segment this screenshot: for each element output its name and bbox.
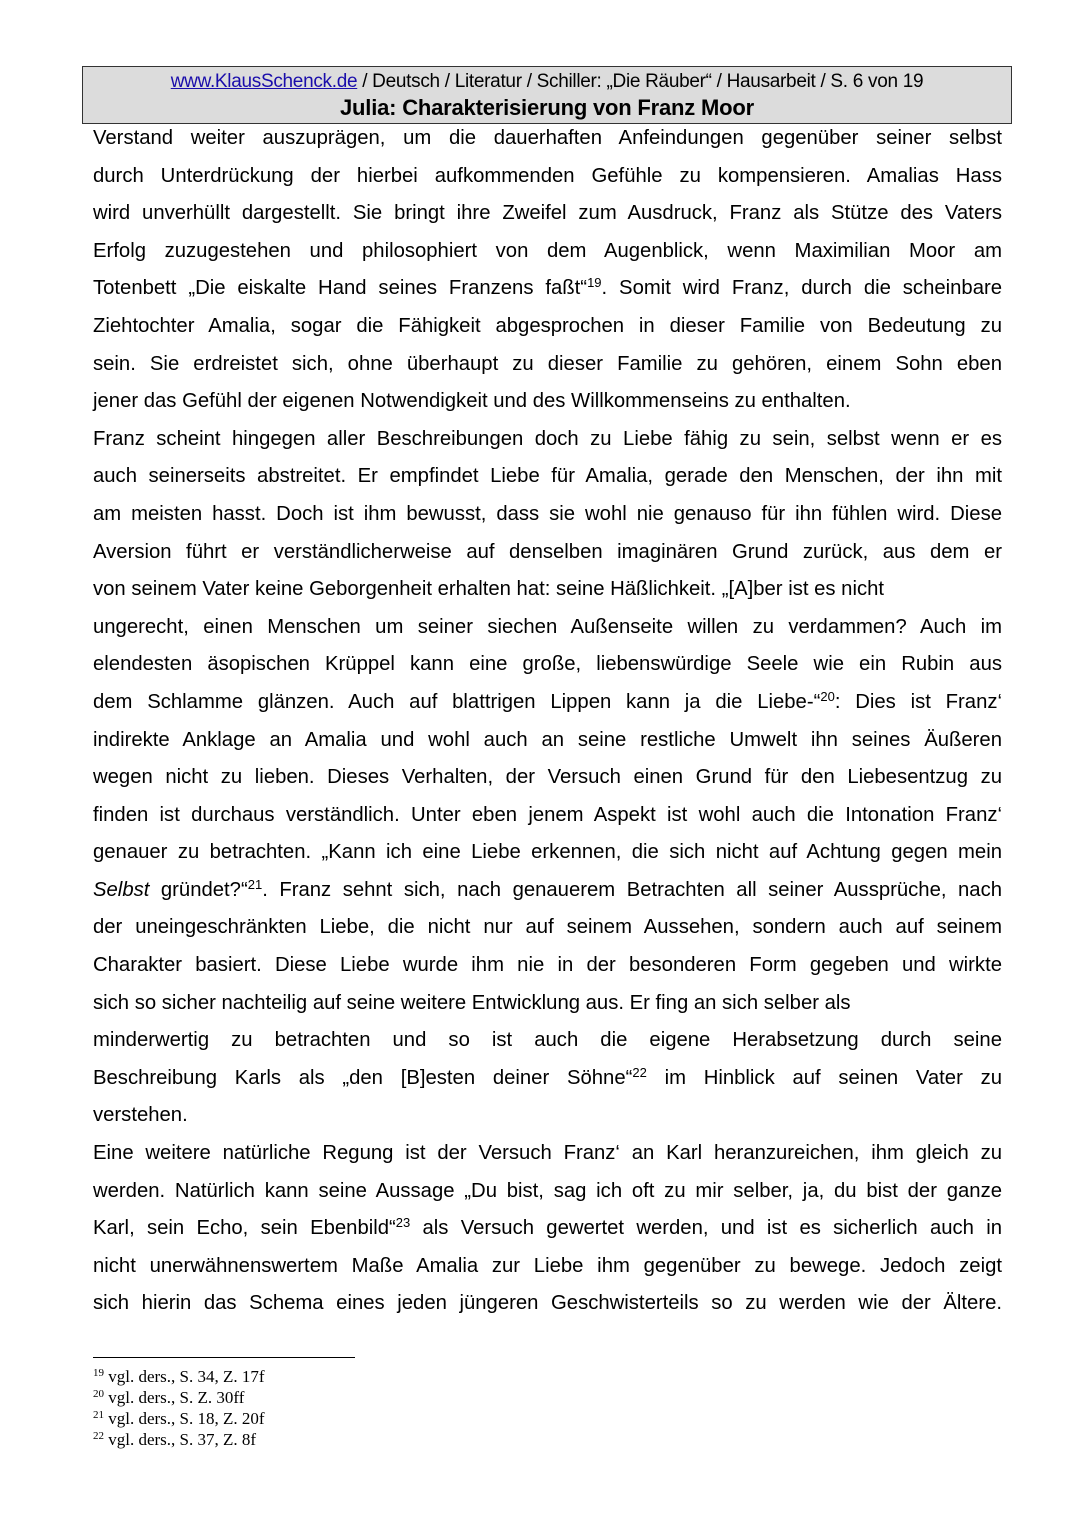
page-title: Julia: Charakterisierung von Franz Moor bbox=[340, 95, 754, 120]
text-line: Franz scheint hingegen aller Beschreibungen doch zu Liebe fähig zu sein, selbst wenn er es bbox=[93, 427, 1002, 450]
text-line: am meisten hasst. Doch ist ihm bewusst, dass sie wohl nie genauso für ihn fühlen wird. Diese bbox=[93, 502, 1002, 525]
quote: gründet?“ bbox=[149, 878, 248, 901]
text-line: jener das Gefühl der eigenen Notwendigkeit und des Willkommenseins zu enthalten. bbox=[93, 390, 851, 413]
text-line: der uneingeschränkten Liebe, die nicht nur auf seinem Aussehen, sondern auch auf seinem bbox=[93, 916, 1002, 939]
paragraph-2 bbox=[93, 421, 1002, 1135]
site-link[interactable]: www.KlausSchenck.de bbox=[170, 71, 358, 92]
text-line: sich hierin das Schema eines jeden jüngeren Geschwisterteils so zu werden wie der Ältere. bbox=[93, 1292, 1002, 1315]
text-run: . Somit wird Franz, durch die scheinbare bbox=[601, 277, 1003, 300]
text-line: genauer zu betrachten. „Kann ich eine Liebe erkennen, die sich nicht auf Achtung gegen mein bbox=[93, 841, 1002, 864]
footnote-ref: 23 bbox=[395, 1215, 411, 1231]
footnotes bbox=[93, 1366, 265, 1450]
footnote-ref: 21 bbox=[247, 876, 263, 892]
text-line: finden ist durchaus verständlich. Unter eben jenem Aspekt ist wohl auch die Intonation Franz‘ bbox=[93, 803, 1002, 826]
text-line: wird unverhüllt dargestellt. Sie bringt ihre Zweifel zum Ausdruck, Franz als Stütze des Vaters bbox=[93, 202, 1002, 225]
footnote bbox=[93, 1429, 265, 1450]
essay-body bbox=[93, 120, 1002, 1323]
quote: Totenbett „Die eiskalte Hand seines Franzens faßt“ bbox=[93, 277, 588, 300]
text-line: werden. Natürlich kann seine Aussage „Du bist, sag ich oft zu mir selber, ja, du bist der ganze bbox=[93, 1179, 1002, 1202]
text-line: wegen nicht zu lieben. Dieses Verhalten, der Versuch einen Grund für den Liebesentzug zu bbox=[93, 766, 1002, 789]
text-line bbox=[93, 1060, 1002, 1098]
paragraph-3 bbox=[93, 1135, 1002, 1323]
text-line: verstehen. bbox=[93, 1104, 188, 1127]
text-line: durch Unterdrückung der hierbei aufkommenden Gefühle zu kompensieren. Amalias Hass bbox=[93, 164, 1002, 187]
page-header bbox=[82, 66, 1012, 124]
footnote-number: 19 bbox=[93, 1367, 104, 1379]
footnote bbox=[93, 1408, 265, 1429]
text-line: auch seinerseits abstreitet. Er empfindet Liebe für Amalia, gerade den Menschen, der ihn mit bbox=[93, 465, 1002, 488]
breadcrumb: / Deutsch / Literatur / Schiller: „Die Räuber“ / Hausarbeit / S. 6 von 19 bbox=[357, 71, 924, 92]
emphasis: Selbst bbox=[93, 878, 150, 901]
footnote-number: 22 bbox=[93, 1430, 104, 1442]
text-run: : Dies ist Franz‘ bbox=[834, 690, 1002, 713]
text-line bbox=[93, 872, 1002, 910]
footnote-text: vgl. ders., S. 34, Z. 17f bbox=[104, 1367, 265, 1386]
text-line: minderwertig zu betrachten und so ist auch die eigene Herabsetzung durch seine bbox=[93, 1029, 1002, 1052]
header-path bbox=[83, 70, 1011, 94]
footnote bbox=[93, 1366, 265, 1387]
text-line: Charakter basiert. Diese Liebe wurde ihm nie in der besonderen Form gegeben und wirkte bbox=[93, 954, 1002, 977]
text-line bbox=[93, 1210, 1002, 1248]
text-line bbox=[93, 684, 1002, 722]
text-line bbox=[93, 270, 1002, 308]
text-line: Eine weitere natürliche Regung ist der Versuch Franz‘ an Karl heranzureichen, ihm gleich zu bbox=[93, 1142, 1002, 1165]
text-line: Aversion führt er verständlicherweise auf denselben imaginären Grund zurück, aus dem er bbox=[93, 540, 1002, 563]
text-line: elendesten äsopischen Krüppel kann eine große, liebenswürdige Seele wie ein Rubin aus bbox=[93, 653, 1002, 676]
text-run: als Versuch gewertet werden, und ist es sicherlich auch in bbox=[410, 1217, 1002, 1240]
text-line: sein. Sie erdreistet sich, ohne überhaupt zu dieser Familie zu gehören, einem Sohn eben bbox=[93, 352, 1002, 375]
text-line: ungerecht, einen Menschen um seiner siechen Außenseite willen zu verdammen? Auch im bbox=[93, 615, 1002, 638]
footnote-number: 21 bbox=[93, 1409, 104, 1421]
quote: Karl, sein Echo, sein Ebenbild“ bbox=[93, 1217, 396, 1240]
footnote-ref: 22 bbox=[632, 1064, 647, 1080]
text-line: nicht unerwähnenswertem Maße Amalia zur Liebe ihm gegenüber zu bewege. Jedoch zeigt bbox=[93, 1254, 1002, 1277]
text-run: im Hinblick auf seinen Vater zu bbox=[646, 1066, 1002, 1089]
footnote-ref: 19 bbox=[587, 275, 602, 291]
footnote-number: 20 bbox=[93, 1388, 104, 1400]
text-line: sich so sicher nachteilig auf seine weitere Entwicklung aus. Er fing an sich selber als bbox=[93, 991, 851, 1014]
text-line: Erfolg zuzugestehen und philosophiert von dem Augenblick, wenn Maximilian Moor am bbox=[93, 239, 1002, 262]
text-line: indirekte Anklage an Amalia und wohl auch an seine restliche Umwelt ihn seines Äußeren bbox=[93, 728, 1002, 751]
paragraph-1 bbox=[93, 120, 1002, 421]
text-run: . Franz sehnt sich, nach genauerem Betrachten all seiner Aussprüche, nach bbox=[262, 878, 1002, 901]
footnote bbox=[93, 1387, 265, 1408]
quote: Beschreibung Karls als „den [B]esten deiner Söhne“ bbox=[93, 1066, 633, 1089]
footnote-divider bbox=[93, 1357, 355, 1358]
text-line: Verstand weiter auszuprägen, um die dauerhaften Anfeindungen gegenüber seiner selbst bbox=[93, 127, 1002, 149]
footnote-text: vgl. ders., S. 18, Z. 20f bbox=[104, 1409, 265, 1428]
footnote-text: vgl. ders., S. Z. 30ff bbox=[104, 1388, 245, 1407]
text-line: von seinem Vater keine Geborgenheit erhalten hat: seine Häßlichkeit. „[A]ber ist es nicht bbox=[93, 578, 885, 601]
quote: dem Schlamme glänzen. Auch auf blattrigen Lippen kann ja die Liebe-“ bbox=[93, 690, 821, 713]
text-line: Ziehtochter Amalia, sogar die Fähigkeit abgesprochen in dieser Familie von Bedeutung zu bbox=[93, 314, 1002, 337]
footnote-text: vgl. ders., S. 37, Z. 8f bbox=[104, 1430, 257, 1449]
footnote-ref: 20 bbox=[820, 688, 835, 704]
